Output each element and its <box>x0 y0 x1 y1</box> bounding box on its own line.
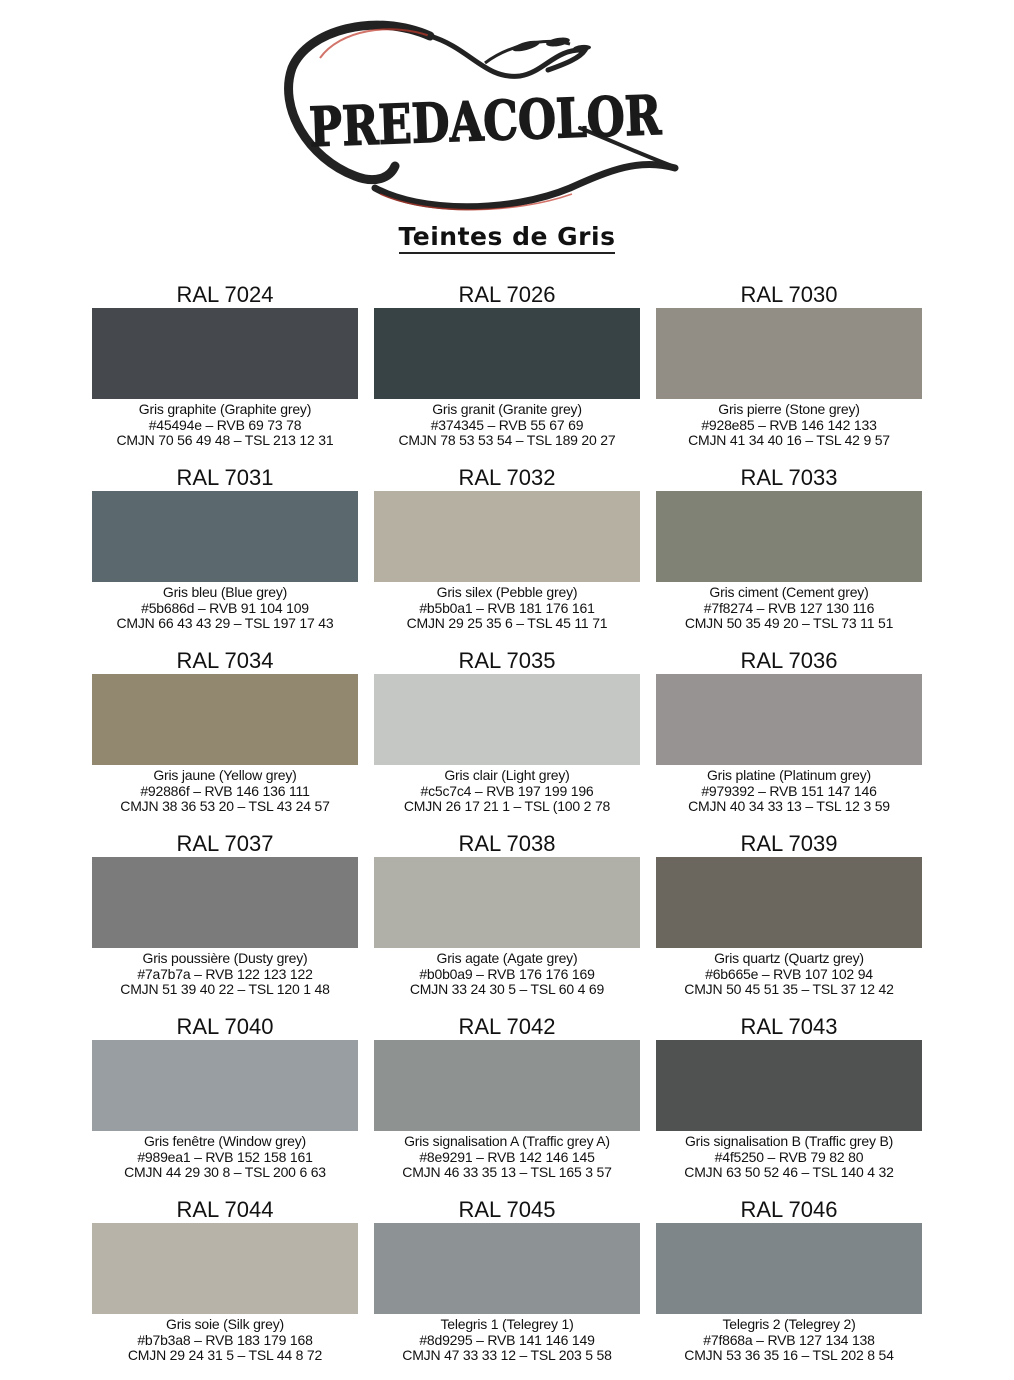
color-cmyk-hsl: CMJN 40 34 33 13 – TSL 12 3 59 <box>688 798 890 814</box>
color-info <box>78 951 372 998</box>
color-info <box>78 585 372 632</box>
color-cmyk-hsl: CMJN 29 25 35 6 – TSL 45 11 71 <box>406 615 608 631</box>
color-info <box>642 1134 936 1181</box>
ral-code: RAL 7043 <box>740 1014 838 1039</box>
ral-code: RAL 7038 <box>458 831 556 856</box>
color-hex-rgb: #5b686d – RVB 91 104 109 <box>141 599 309 616</box>
page-title-text: Teintes de Gris <box>399 222 616 254</box>
color-hex-rgb: #c5c7c4 – RVB 197 199 196 <box>420 782 594 799</box>
color-swatch-card <box>374 1014 640 1197</box>
color-name: Gris ciment (Cement grey) <box>709 584 869 600</box>
color-name: Telegris 2 (Telegrey 2) <box>722 1316 856 1332</box>
color-swatch-card <box>656 1014 922 1197</box>
color-swatch-card <box>656 1197 922 1380</box>
color-cmyk-hsl: CMJN 63 50 52 46 – TSL 140 4 32 <box>684 1164 894 1180</box>
color-swatch-card <box>656 465 922 648</box>
color-swatch-card <box>656 648 922 831</box>
color-cmyk-hsl: CMJN 29 24 31 5 – TSL 44 8 72 <box>127 1347 323 1363</box>
ral-code: RAL 7024 <box>176 282 274 307</box>
color-name: Gris soie (Silk grey) <box>166 1316 284 1332</box>
color-info <box>360 951 654 998</box>
color-name: Gris graphite (Graphite grey) <box>138 401 312 417</box>
color-name: Gris agate (Agate grey) <box>436 950 578 966</box>
color-hex-rgb: #8e9291 – RVB 142 146 145 <box>419 1148 595 1165</box>
color-hex-rgb: #4f5250 – RVB 79 82 80 <box>714 1148 864 1165</box>
ral-code: RAL 7032 <box>458 465 556 490</box>
color-sample <box>92 491 358 582</box>
color-name: Gris signalisation B (Traffic grey B) <box>684 1133 894 1149</box>
color-swatch-card <box>374 1197 640 1380</box>
color-cmyk-hsl: CMJN 41 34 40 16 – TSL 42 9 57 <box>688 432 890 448</box>
ral-code: RAL 7030 <box>740 282 838 307</box>
color-hex-rgb: #92886f – RVB 146 136 111 <box>140 782 310 799</box>
color-hex-rgb: #b5b0a1 – RVB 181 176 161 <box>419 599 595 616</box>
color-name: Gris pierre (Stone grey) <box>718 401 860 417</box>
color-info <box>642 768 936 815</box>
ral-code: RAL 7026 <box>458 282 556 307</box>
ral-code: RAL 7036 <box>740 648 838 673</box>
color-sample <box>374 1040 640 1131</box>
color-swatch-card <box>374 282 640 465</box>
color-name: Gris fenêtre (Window grey) <box>143 1133 307 1149</box>
color-name: Gris clair (Light grey) <box>444 767 570 783</box>
color-hex-rgb: #979392 – RVB 151 147 146 <box>701 782 877 799</box>
color-swatch-card <box>92 465 358 648</box>
ral-code: RAL 7035 <box>458 648 556 673</box>
color-info <box>360 768 654 815</box>
color-info <box>642 951 936 998</box>
color-sample <box>656 308 922 399</box>
ral-code: RAL 7042 <box>458 1014 556 1039</box>
ral-code: RAL 7033 <box>740 465 838 490</box>
color-cmyk-hsl: CMJN 33 24 30 5 – TSL 60 4 69 <box>409 981 605 997</box>
color-sample <box>374 308 640 399</box>
color-sample <box>374 674 640 765</box>
color-info <box>78 1317 372 1364</box>
ral-code: RAL 7037 <box>176 831 274 856</box>
predacolor-logo <box>280 8 746 218</box>
color-sample <box>656 1223 922 1314</box>
color-hex-rgb: #b0b0a9 – RVB 176 176 169 <box>419 965 595 982</box>
color-swatch-card <box>374 831 640 1014</box>
swatch-grid <box>92 282 922 1380</box>
ral-code: RAL 7031 <box>176 465 274 490</box>
color-sample <box>374 1223 640 1314</box>
color-swatch-card <box>656 282 922 465</box>
color-sample <box>656 857 922 948</box>
color-hex-rgb: #8d9295 – RVB 141 146 149 <box>419 1331 595 1348</box>
color-info <box>642 402 936 449</box>
color-sample <box>92 674 358 765</box>
color-sample <box>374 857 640 948</box>
color-name: Gris quartz (Quartz grey) <box>714 950 864 966</box>
color-swatch-card <box>374 465 640 648</box>
ral-code: RAL 7034 <box>176 648 274 673</box>
color-sample <box>656 1040 922 1131</box>
color-info <box>78 768 372 815</box>
color-cmyk-hsl: CMJN 51 39 40 22 – TSL 120 1 48 <box>120 981 330 997</box>
color-name: Telegris 1 (Telegrey 1) <box>440 1316 574 1332</box>
color-sample <box>92 857 358 948</box>
color-cmyk-hsl: CMJN 47 33 33 12 – TSL 203 5 58 <box>402 1347 612 1363</box>
color-info <box>360 1317 654 1364</box>
color-name: Gris platine (Platinum grey) <box>706 767 871 783</box>
ral-code: RAL 7046 <box>740 1197 838 1222</box>
color-info <box>360 402 654 449</box>
color-sample <box>656 674 922 765</box>
color-info <box>360 1134 654 1181</box>
color-hex-rgb: #45494e – RVB 69 73 78 <box>148 416 302 433</box>
ral-code: RAL 7040 <box>176 1014 274 1039</box>
color-cmyk-hsl: CMJN 50 45 51 35 – TSL 37 12 42 <box>684 981 894 997</box>
color-hex-rgb: #7f8274 – RVB 127 130 116 <box>703 599 875 616</box>
color-sample <box>374 491 640 582</box>
color-swatch-card <box>656 831 922 1014</box>
color-cmyk-hsl: CMJN 70 56 49 48 – TSL 213 12 31 <box>116 432 334 448</box>
color-hex-rgb: #7a7b7a – RVB 122 123 122 <box>137 965 313 982</box>
color-cmyk-hsl: CMJN 44 29 30 8 – TSL 200 6 63 <box>124 1164 326 1180</box>
color-swatch-card <box>92 1014 358 1197</box>
ral-code: RAL 7045 <box>458 1197 556 1222</box>
ral-code: RAL 7044 <box>176 1197 274 1222</box>
color-name: Gris granit (Granite grey) <box>432 401 582 417</box>
color-sample <box>92 308 358 399</box>
page-title <box>0 222 1014 251</box>
color-name: Gris silex (Pebble grey) <box>436 584 578 600</box>
color-name: Gris jaune (Yellow grey) <box>153 767 297 783</box>
color-swatch-card <box>92 1197 358 1380</box>
color-info <box>78 402 372 449</box>
color-cmyk-hsl: CMJN 38 36 53 20 – TSL 43 24 57 <box>120 798 330 814</box>
color-hex-rgb: #374345 – RVB 55 67 69 <box>430 416 584 433</box>
color-swatch-card <box>374 648 640 831</box>
color-info <box>78 1134 372 1181</box>
color-sample <box>92 1223 358 1314</box>
color-hex-rgb: #7f868a – RVB 127 134 138 <box>703 1331 875 1348</box>
color-sample <box>656 491 922 582</box>
color-info <box>642 1317 936 1364</box>
color-name: Gris bleu (Blue grey) <box>162 584 288 600</box>
color-hex-rgb: #b7b3a8 – RVB 183 179 168 <box>137 1331 313 1348</box>
color-swatch-card <box>92 831 358 1014</box>
color-sample <box>92 1040 358 1131</box>
color-swatch-card <box>92 648 358 831</box>
color-info <box>642 585 936 632</box>
color-info <box>360 585 654 632</box>
color-cmyk-hsl: CMJN 26 17 21 1 – TSL (100 2 78 <box>403 798 611 814</box>
color-cmyk-hsl: CMJN 66 43 43 29 – TSL 197 17 43 <box>116 615 334 631</box>
color-hex-rgb: #989ea1 – RVB 152 158 161 <box>137 1148 313 1165</box>
color-name: Gris signalisation A (Traffic grey A) <box>404 1133 610 1149</box>
color-swatch-card <box>92 282 358 465</box>
color-hex-rgb: #928e85 – RVB 146 142 133 <box>701 416 877 433</box>
color-cmyk-hsl: CMJN 78 53 53 54 – TSL 189 20 27 <box>398 432 616 448</box>
brand-name: PREDACOLOR <box>308 79 746 160</box>
color-cmyk-hsl: CMJN 50 35 49 20 – TSL 73 11 51 <box>684 615 894 631</box>
ral-code: RAL 7039 <box>740 831 838 856</box>
color-name: Gris poussière (Dusty grey) <box>142 950 308 966</box>
color-cmyk-hsl: CMJN 46 33 35 13 – TSL 165 3 57 <box>402 1164 612 1180</box>
color-cmyk-hsl: CMJN 53 36 35 16 – TSL 202 8 54 <box>684 1347 894 1363</box>
color-hex-rgb: #6b665e – RVB 107 102 94 <box>705 965 873 982</box>
